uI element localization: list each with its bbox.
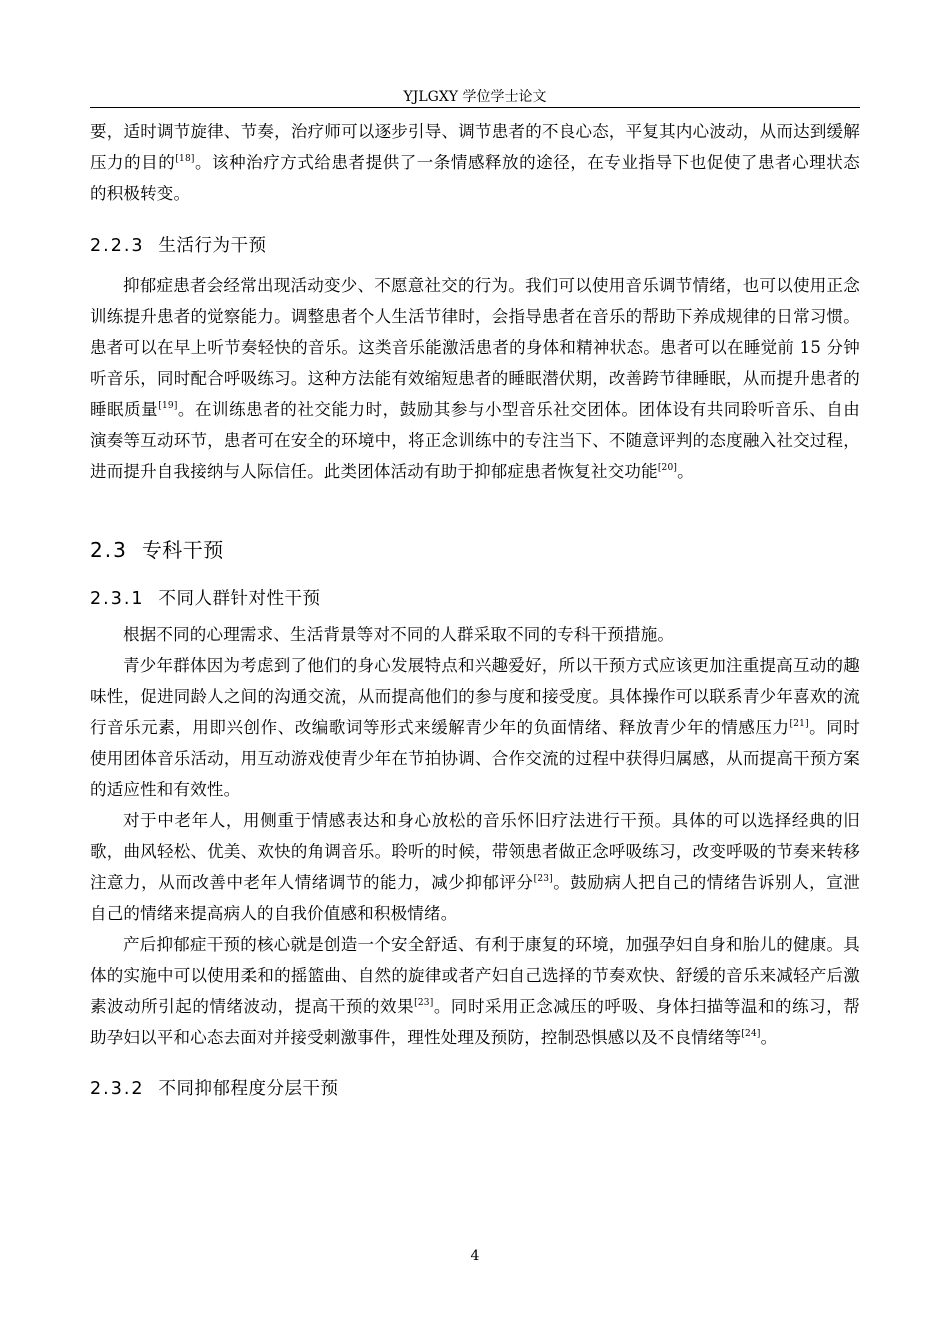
subsection-heading [90,1075,860,1103]
heading-text: 生活行为干预 [158,236,267,256]
paragraph: 对于中老年人，用侧重于情感表达和身心放松的音乐怀旧疗法进行干预。具体的可以选择经典的旧歌，曲风轻松、优美、欢快的角调音乐。聆听的时候，带领患者做正念呼吸练习，改变呼吸的节奏来转移注意力，从而改善中老年人情绪调节的能力，减少抑郁评分[23]。鼓励病人把自己的情绪告诉别人，宣泄自己的情绪来提高病人的自我价值感和积极情绪。 [90,811,860,923]
citation-ref: [24] [741,1029,761,1039]
paragraph: 青少年群体因为考虑到了他们的身心发展特点和兴趣爱好，所以干预方式应该更加注重提高互动的趣味性，促进同龄人之间的沟通交流，从而提高他们的参与度和接受度。具体操作可以联系青少年喜欢的流行音乐元素，用即兴创作、改编歌词等形式来缓解青少年的负面情绪、释放青少年的情感压力[21]。同时使用团体音乐活动，用互动游戏使青少年在节拍协调、合作交流的过程中获得归属感，从而提高干预方案的适应性和有效性。 [90,656,860,799]
heading-text: 不同抑郁程度分层干预 [158,1079,339,1099]
heading-number: 2.3.2 [90,1079,145,1099]
page-header: YJLGXY 学位学士论文 [403,89,547,105]
citation-ref: [23] [533,874,553,884]
header-rule [90,107,860,108]
heading-text: 不同人群针对性干预 [158,589,321,609]
heading-number: 2.2.3 [90,236,145,256]
heading-number: 2.3 [90,538,128,562]
paragraph: 产后抑郁症干预的核心就是创造一个安全舒适、有利于康复的环境，加强孕妇自身和胎儿的健康。具体的实施中可以使用柔和的摇篮曲、自然的旋律或者产妇自己选择的节奏欢快、舒缓的音乐来减轻产后激素波动所引起的情绪波动，提高干预的效果[23]。同时采用正念减压的呼吸、身体扫描等温和的练习，帮助孕妇以平和心态去面对并接受刺激事件，理性处理及预防，控制恐惧感以及不良情绪等[24]。 [90,935,860,1047]
section-heading [90,535,860,565]
page-number: 4 [470,1248,480,1264]
citation-ref: [18] [175,154,195,164]
document-body [90,116,860,1103]
citation-ref: [21] [789,719,809,729]
citation-ref: [23] [414,998,434,1008]
citation-ref: [20] [657,463,678,473]
paragraph: 要，适时调节旋律、节奏，治疗师可以逐步引导、调节患者的不良心态，平复其内心波动，从而达到缓解压力的目的[18]。该种治疗方式给患者提供了一条情感释放的途径，在专业指导下也促使了患者心理状态的积极转变。 [90,122,860,203]
subsection-heading [90,232,860,260]
subsection-heading [90,585,860,613]
heading-text: 专科干预 [141,538,224,562]
heading-number: 2.3.1 [90,589,145,609]
paragraph: 抑郁症患者会经常出现活动变少、不愿意社交的行为。我们可以使用音乐调节情绪，也可以使用正念训练提升患者的觉察能力。调整患者个人生活节律时，会指导患者在音乐的帮助下养成规律的日常习惯。患者可以在早上听节奏轻快的音乐。这类音乐能激活患者的身体和精神状态。患者可以在睡觉前 15 分钟听音乐，同时配合呼吸练习。这种方法能有效缩短患者的睡眠潜伏期，改善跨节律睡眠，从而提升患者的睡眠质量[19]。在训练患者的社交能力时，鼓励其参与小型音乐社交团体。团体设有共同聆听音乐、自由演奏等互动环节，患者可在安全的环境中，将正念训练中的专注当下、不随意评判的态度融入社交过程，进而提升自我接纳与人际信任。此类团体活动有助于抑郁症患者恢复社交功能[20]。 [90,276,860,481]
paragraph: 根据不同的心理需求、生活背景等对不同的人群采取不同的专科干预措施。 [123,625,675,644]
citation-ref: [19] [158,401,178,411]
